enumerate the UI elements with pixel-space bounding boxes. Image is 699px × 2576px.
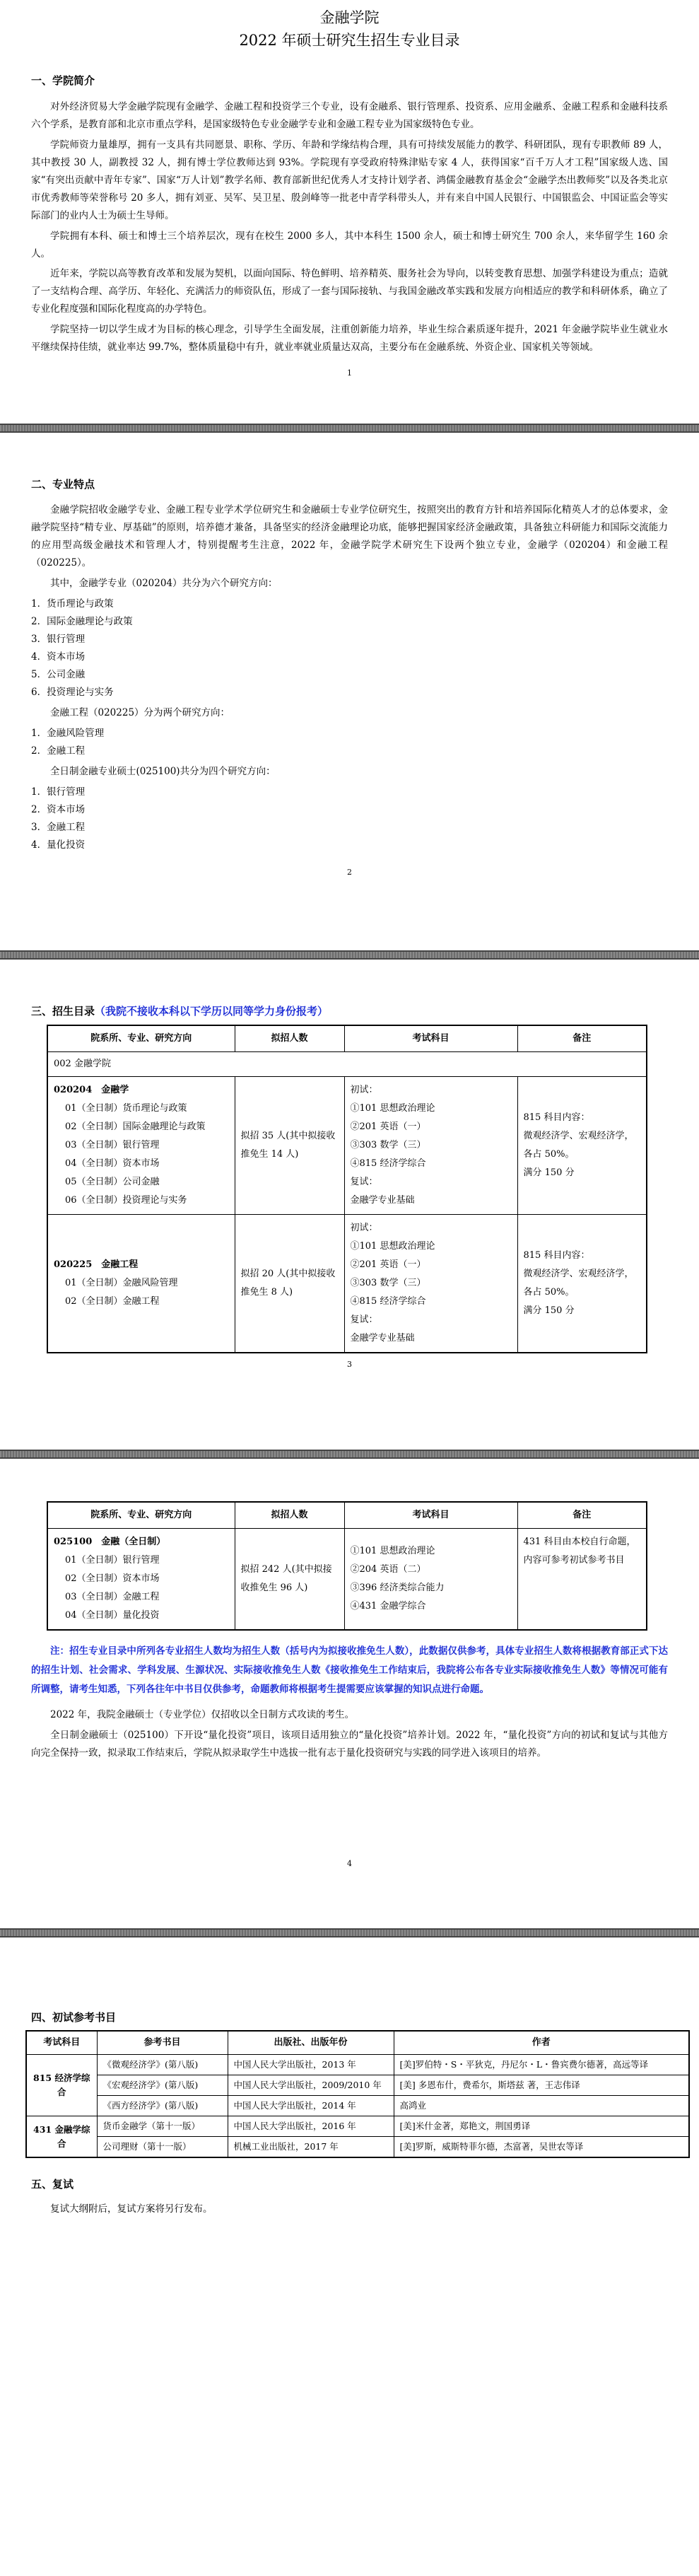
mf-intro: 全日制金融专业硕士(025100)共分为四个研究方向：: [50, 765, 276, 777]
page-number: 4: [347, 1859, 352, 1869]
table-row: [47, 1214, 647, 1353]
book-publisher: 中国人民大学出版社，2014 年: [228, 2096, 394, 2116]
book-publisher: 中国人民大学出版社，2016 年: [228, 2116, 394, 2137]
exam-item: ③303 数学（三）: [350, 1139, 426, 1150]
quota-text: 拟招 20 人(其中拟接收推免生 8 人): [240, 1268, 336, 1298]
direction-item: 01（全日制）金融风险管理: [65, 1277, 178, 1288]
section5-title: 五、复试: [31, 2178, 74, 2191]
col-header-remark: 备注: [517, 1502, 647, 1529]
table-row: [26, 2116, 689, 2137]
table-row: [26, 2137, 689, 2158]
intro-para-1: 对外经济贸易大学金融学院现有金融学、金融工程和投资学三个专业，设有金融系、银行管理系、投资系、应用金融系、金融工程系和金融科技系六个学系，是教育部和北京市重点学科，是国家级特色专业金融学专业和金融工程专业为国家级特色专业。: [31, 100, 668, 130]
table-row: [47, 1529, 647, 1631]
book-publisher: 中国人民大学出版社，2013 年: [228, 2055, 394, 2075]
exam-item: ②201 英语（一）: [350, 1259, 426, 1270]
quota-text: 拟招 35 人(其中拟接收推免生 14 人): [240, 1130, 336, 1160]
retest-text: 复试大纲附后，复试方案将另行发布。: [50, 2203, 213, 2215]
remark-item: 431 科目由本校自行命题，内容可参考初试参考书目: [523, 1537, 636, 1566]
section4-title: 四、初试参考书目: [31, 2010, 117, 2024]
reference-table: [25, 2030, 690, 2158]
fe-dir-1: 1．金融风险管理: [31, 728, 105, 740]
section1-title: 一、学院简介: [31, 74, 95, 87]
exam-item: ④431 金融学综合: [350, 1601, 426, 1612]
direction-item: 06（全日制）投资理论与实务: [65, 1194, 187, 1206]
col-header-author: 作者: [394, 2031, 689, 2055]
book-author: [美]米什金著，郑艳文，荆国勇译: [394, 2116, 689, 2137]
table-row: [47, 1076, 647, 1214]
direction-item: 02（全日制）国际金融理论与政策: [65, 1121, 206, 1132]
col-header-book: 参考书目: [97, 2031, 228, 2055]
book-title: 《宏观经济学》(第八版): [97, 2075, 228, 2096]
table-row: [26, 2075, 689, 2096]
remark-item: 815 科目内容：: [523, 1112, 590, 1123]
finance-dir-4: 4．资本市场: [31, 651, 86, 663]
remark-item: 815 科目内容：: [523, 1249, 590, 1261]
mf-dir-1: 1．银行管理: [31, 786, 86, 798]
catalog-table: [47, 1025, 647, 1353]
finance-intro: 其中，金融学专业（020204）共分为六个研究方向：: [50, 578, 278, 590]
doc-title: 2022 年硕士研究生招生专业目录: [239, 31, 460, 49]
page-number: 3: [347, 1359, 352, 1369]
direction-item: 03（全日制）银行管理: [65, 1139, 160, 1150]
quota-text: 拟招 242 人(其中拟接收推免生 96 人): [240, 1564, 332, 1594]
col-header-remark: 备注: [517, 1025, 647, 1052]
section3-title-note: （我院不接收本科以下学历以同等学力身份报考）: [95, 1005, 329, 1018]
direction-item: 02（全日制）金融工程: [65, 1295, 160, 1307]
book-title: 《西方经济学》(第八版): [97, 2096, 228, 2116]
finance-dir-2: 2．国际金融理论与政策: [31, 616, 133, 628]
direction-item: 01（全日制）银行管理: [65, 1555, 160, 1566]
catalog-note: 注：招生专业目录中所列各专业招生人数均为招生人数（括号内为拟接收推免生人数），此数据仅供参考，具体专业招生人数将根据教育部正式下达的招生计划、社会需求、学科发展、生源状况、实际接收推免生人数《接收推免生工作结束后，我院将公布各专业实际接收推免生人数》等情况可能有所调整，请考生知悉，下列各往年中书目仅供参考，命题教师将根据考生提需要应该掌握的知识点进行命题。: [31, 1645, 668, 1696]
book-author: [美] 多恩布什，费希尔，斯塔兹 著，王志伟译: [394, 2075, 689, 2096]
exam-item: ①101 思想政治理论: [350, 1240, 435, 1252]
exam-item: 复试：: [350, 1176, 378, 1187]
remark-item: 满分 150 分: [523, 1167, 575, 1178]
section2-title: 二、专业特点: [31, 477, 95, 491]
col-header-publisher: 出版社、出版年份: [228, 2031, 394, 2055]
mf-dir-3: 3．金融工程: [31, 821, 86, 833]
book-publisher: 机械工业出版社，2017 年: [228, 2137, 394, 2158]
page-divider: [0, 1450, 699, 1459]
col-header-major: 院系所、专业、研究方向: [47, 1502, 235, 1529]
subject-cell: 815 经济学综合: [26, 2055, 97, 2116]
remark-item: 满分 150 分: [523, 1305, 575, 1316]
page-number: 1: [347, 368, 352, 378]
dept-row: 002 金融学院: [47, 1051, 647, 1076]
table-row: [26, 2096, 689, 2116]
exam-item: 金融学专业基础: [350, 1332, 415, 1344]
book-author: [美]罗斯，威斯特菲尔德，杰富著，吴世农等译: [394, 2137, 689, 2158]
finance-dir-3: 3．银行管理: [31, 634, 86, 646]
table-row: [26, 2055, 689, 2075]
direction-item: 04（全日制）量化投资: [65, 1610, 160, 1621]
book-author: 高鸿业: [394, 2096, 689, 2116]
major-name: 025100 金融（全日制）: [54, 1537, 166, 1548]
mf-dir-2: 2．资本市场: [31, 803, 86, 815]
intro-para-5: 学院坚持一切以学生成才为目标的核心理念，引导学生全面发展，注重创新能力培养，毕业生综合素质逐年提升，2021 年金融学院毕业生就业水平继续保持佳绩，就业率达 99.7%，整体质量稳中有升，就业率就业质量达双高，主要分布在金融系统、外资企业、国家机关等领域。: [31, 324, 668, 354]
col-header-subject: 考试科目: [26, 2031, 97, 2055]
exam-item: ②201 英语（一）: [350, 1121, 426, 1132]
feature-para: 金融学院招收金融学专业、金融工程专业学术学位研究生和金融硕士专业学位研究生，按照突出的教育方针和培养国际化精英人才的总体要求，金融学院坚持“精专业、厚基础”的原则，培养德才兼备，具备坚实的经济金融理论功底，能够把握国家经济金融政策，具备独立科研能力和国际交流能力的应用型高级金融技术和管理人才，特别提醒考生注意，2022 年，金融学院学术研究生下设两个独立专业，金融学（020204）和金融工程（020225）。: [31, 504, 668, 569]
book-title: 货币金融学（第十一版）: [97, 2116, 228, 2137]
col-header-exam: 考试科目: [344, 1025, 517, 1052]
exam-item: ④815 经济学综合: [350, 1295, 426, 1307]
school-title: 金融学院: [319, 9, 380, 26]
fe-dir-2: 2．金融工程: [31, 745, 86, 757]
finance-dir-6: 6．投资理论与实务: [31, 687, 114, 699]
finance-dir-1: 1．货币理论与政策: [31, 598, 114, 610]
book-author: [美]罗伯特・S・平狄克，丹尼尔・L・鲁宾费尔德著，高远等译: [394, 2055, 689, 2075]
major-name: 020204 金融学: [54, 1084, 129, 1095]
exam-item: 初试：: [350, 1222, 378, 1233]
remark-item: 微观经济学、宏观经济学，各占 50%。: [523, 1268, 634, 1298]
exam-item: ②204 英语（二）: [350, 1564, 426, 1575]
exam-item: 金融学专业基础: [350, 1194, 415, 1206]
exam-item: ③303 数学（三）: [350, 1277, 426, 1288]
exam-item: ④815 经济学综合: [350, 1158, 426, 1169]
section3-title: [31, 1002, 668, 1022]
intro-para-3: 学院拥有本科、硕士和博士三个培养层次，现有在校生 2000 多人，其中本科生 1500 余人，硕士和博士研究生 700 余人，来华留学生 160 余人。: [31, 230, 668, 260]
intro-para-4: 近年来，学院以高等教育改革和发展为契机，以面向国际、特色鲜明、培养精英、服务社会为导向，以转变教育思想、加强学科建设为重点；造就了一支结构合理、高学历、年轻化、充满活力的师资队伍，形成了一套与国际接轨、与我国金融改革实践和发展方向相适应的教学和科研体系，确立了专业化程度强和国际化程度高的办学特色。: [31, 268, 668, 315]
exam-item: ①101 思想政治理论: [350, 1546, 435, 1557]
fe-intro: 金融工程（020225）分为两个研究方向：: [50, 707, 230, 719]
exam-item: 初试：: [350, 1084, 378, 1095]
after-para-1: 2022 年，我院金融硕士（专业学位）仅招收以全日制方式攻读的考生。: [50, 1709, 355, 1721]
col-header-major: 院系所、专业、研究方向: [47, 1025, 235, 1052]
direction-item: 03（全日制）金融工程: [65, 1592, 160, 1603]
book-title: 《微观经济学》(第八版): [97, 2055, 228, 2075]
exam-item: 复试：: [350, 1314, 378, 1325]
direction-item: 02（全日制）资本市场: [65, 1573, 160, 1585]
after-para-2: 全日制金融硕士（025100）下开设“量化投资”项目，该项目适用独立的“量化投资”培养计划。2022 年，“量化投资”方向的初试和复试与其他方向完全保持一致，拟录取工作结束后，学院从拟录取学生中选拔一批有志于量化投资研究与实践的同学进入该项目的培养。: [31, 1730, 668, 1759]
intro-para-2: 学院师资力量雄厚，拥有一支具有共同愿景、职称、学历、年龄和学缘结构合理，具有可持续发展能力的教学、科研团队，现有专职教师 89 人，其中教授 30 人，副教授 32 人，拥有博士学位教师达到 93%。学院现有享受政府特殊津贴专家 4 人，获得国家“百千万人才工程”国家级人选、国家“有突出贡献中青年专家”、国家“万人计划”教学名师、教育部新世纪优秀人才支持计划学者、鸿儒金融教育基金会“金融学杰出教师奖”以及各类北京市优秀教师等荣誉称号 20 多人，拥有刘亚、吴军、吴卫星、殷剑峰等一批老中青学科带头人，并有来自中国人民银行、中国银监会、中国证监会等实际部门的业内人士为硕士生导师。: [31, 139, 668, 221]
section3-title-text: 三、招生目录: [31, 1005, 95, 1018]
direction-item: 05（全日制）公司金融: [65, 1176, 160, 1187]
major-name: 020225 金融工程: [54, 1259, 139, 1270]
subject-cell: 431 金融学综合: [26, 2116, 97, 2158]
col-header-quota: 拟招人数: [235, 1502, 344, 1529]
mf-dir-4: 4．量化投资: [31, 839, 86, 851]
exam-item: ③396 经济类综合能力: [350, 1583, 445, 1594]
page-divider: [0, 950, 699, 960]
exam-item: ①101 思想政治理论: [350, 1102, 435, 1114]
col-header-quota: 拟招人数: [235, 1025, 344, 1052]
catalog-table-continued: [47, 1501, 647, 1631]
direction-item: 04（全日制）资本市场: [65, 1158, 160, 1169]
book-publisher: 中国人民大学出版社，2009/2010 年: [228, 2075, 394, 2096]
page-divider: [0, 1928, 699, 1937]
finance-dir-5: 5．公司金融: [31, 669, 86, 681]
page-divider: [0, 424, 699, 433]
direction-item: 01（全日制）货币理论与政策: [65, 1102, 187, 1114]
col-header-exam: 考试科目: [344, 1502, 517, 1529]
remark-item: 微观经济学、宏观经济学，各占 50%。: [523, 1130, 634, 1160]
book-title: 公司理财（第十一版）: [97, 2137, 228, 2158]
page-number: 2: [347, 867, 352, 877]
